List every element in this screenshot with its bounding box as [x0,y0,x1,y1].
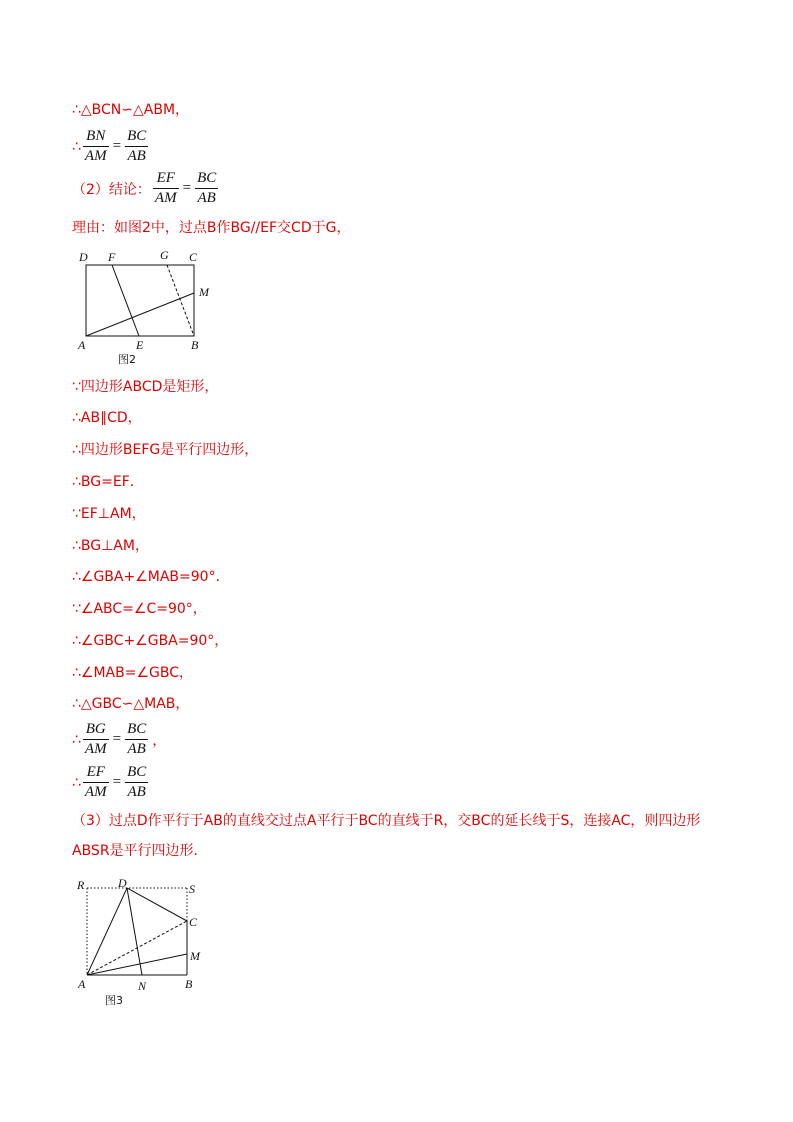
fraction-right [125,128,148,165]
segment-ac-dashed [87,921,187,975]
numerator: BC [127,764,147,780]
label-a: A [78,338,86,352]
label-n: N [138,979,147,993]
equals-sign: = [112,774,122,790]
label-c: C [189,915,198,929]
numerator: BN [86,128,106,144]
denominator: AB [197,190,216,206]
proof-line-similar-bcn-abm: ∴△BCN∽△ABM， [72,102,190,118]
fraction-right [125,764,148,801]
fraction-right [195,170,218,207]
numerator: BG [85,721,106,737]
equals-sign: = [112,731,122,747]
ratio-suffix: ， [152,732,167,749]
equals-sign: = [112,138,122,154]
segment-ad [87,888,127,975]
proof-line: ∴△GBC∽△MAB， [72,696,190,712]
denominator: AB [127,741,146,757]
segment-dc [127,888,187,921]
numerator: EF [86,764,105,780]
segment-am [87,954,187,975]
proof-line: ∴AB∥CD， [72,410,142,426]
ratio-prefix: ∴ [72,774,81,791]
label-e: E [136,338,144,352]
numerator: BC [127,128,147,144]
proof-line: ∵EF⊥AM， [72,506,146,522]
ratio-ef-am-bc-ab [72,764,150,801]
denominator: AM [84,148,107,164]
segment-ef [112,265,139,336]
label-d: D [118,876,127,890]
label-g: G [160,248,169,262]
denominator: AM [84,784,107,800]
label-b: B [185,977,193,991]
proof-line: ∴∠MAB=∠GBC， [72,665,193,681]
conclusion-ratio-ef-am-bc-ab [72,170,220,207]
label-m: M [199,285,209,299]
ratio-bg-am-bc-ab [72,721,166,758]
proof-line: ∵四边形ABCD是矩形， [72,379,219,395]
ratio-prefix: ∴ [72,138,81,155]
figure-3-parallelogram-diagram [72,874,232,1014]
numerator: BC [127,721,147,737]
segment-am [86,293,194,336]
proof-line: ∵∠ABC=∠C=90°， [72,601,207,617]
label-c: C [189,250,198,264]
proof-line: ∴BG⊥AM， [72,538,149,554]
fraction-right [125,721,148,758]
proof-line: ∴∠GBC+∠GBA=90°， [72,633,229,649]
ratio-prefix: （2）结论： [72,181,151,198]
ratio-bn-am-bc-ab [72,128,150,165]
numerator: EF [156,170,175,186]
fraction-left [83,128,109,165]
denominator: AB [127,148,146,164]
denominator: AM [84,741,107,757]
proof-line-reason: 理由：如图2中，过点B作BG//EF交CD于G， [72,220,351,236]
segment-bg-dashed [167,265,194,336]
label-f: F [108,250,116,264]
label-m: M [190,949,200,963]
label-b: B [191,338,199,352]
label-s: S [189,882,195,896]
denominator: AB [127,784,146,800]
proof-line: ∴四边形BEFG是平行四边形， [72,442,259,458]
part-3-paragraph: （3）过点D作平行于AB的直线交过点A平行于BC的直线于R，交BC的延长线于S，连接AC，则四边形ABSR是平行四边形． [72,813,701,859]
equals-sign: = [182,180,192,196]
fraction-left [153,170,179,207]
fraction-left [83,764,109,801]
rectangle-abcd [86,265,194,336]
ratio-prefix: ∴ [72,731,81,748]
label-a: A [78,977,86,991]
figure-2-caption: 图2 [118,353,136,366]
fraction-left [83,721,109,758]
label-d: D [79,250,88,264]
figure-3-caption: 图3 [105,994,123,1007]
figure-2-rectangle-diagram [72,246,232,370]
proof-line: ∴BG=EF． [72,474,144,490]
denominator: AM [154,190,177,206]
numerator: BC [197,170,217,186]
label-r: R [77,878,85,892]
proof-line: ∴∠GBA+∠MAB=90°． [72,569,230,585]
segment-dn [127,888,142,975]
